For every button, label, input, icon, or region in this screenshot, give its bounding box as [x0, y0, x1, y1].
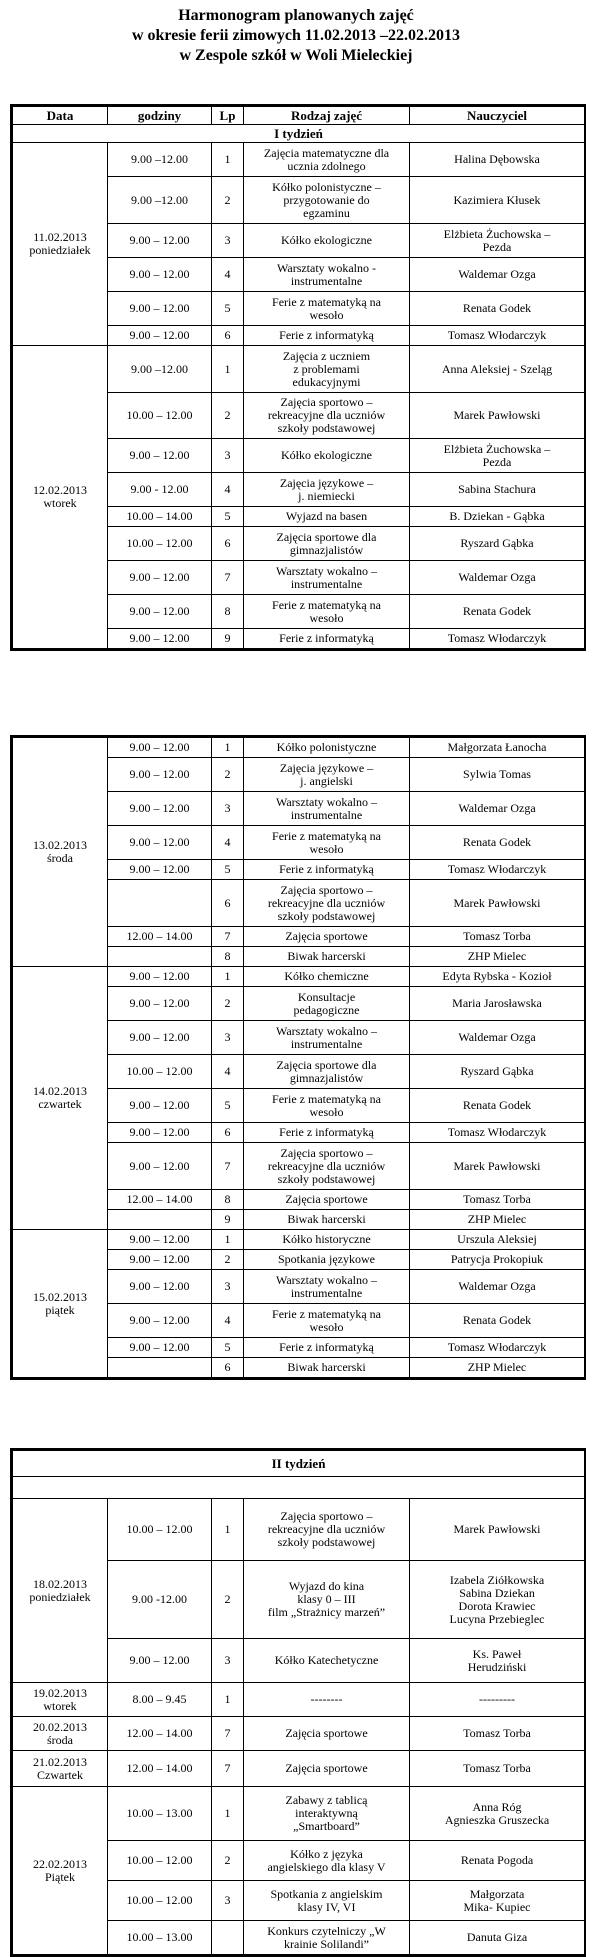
activity-cell: Warsztaty wokalno – instrumentalne [244, 561, 410, 595]
activity-cell: Ferie z informatyką [244, 1338, 410, 1358]
teacher-cell: Tomasz Torba [410, 1190, 585, 1210]
week2-label: II tydzień [13, 1451, 585, 1477]
lp-cell: 4 [212, 1055, 244, 1089]
lp-cell: 5 [212, 860, 244, 880]
hours-cell: 9.00 – 12.00 [108, 561, 212, 595]
header-lp: Lp [212, 107, 244, 125]
teacher-cell: Waldemar Ozga [410, 792, 585, 826]
table-row [13, 738, 585, 758]
lp-cell: 4 [212, 258, 244, 292]
header-teacher: Nauczyciel [410, 107, 585, 125]
activity-cell: Ferie z matematyką na wesoło [244, 1304, 410, 1338]
lp-cell: 4 [212, 1304, 244, 1338]
hours-cell: 10.00 – 12.00 [108, 1055, 212, 1089]
header-activity: Rodzaj zajęć [244, 107, 410, 125]
hours-cell: 9.00 – 12.00 [108, 1639, 212, 1683]
teacher-cell: Waldemar Ozga [410, 561, 585, 595]
lp-cell: 6 [212, 527, 244, 561]
activity-cell: Zajęcia sportowe [244, 1190, 410, 1210]
lp-cell: 2 [212, 393, 244, 439]
table-row [13, 967, 585, 987]
table-row [13, 143, 585, 177]
teacher-cell: Marek Pawłowski [410, 393, 585, 439]
table-row [13, 1717, 585, 1751]
document-title [0, 0, 592, 72]
activity-cell: Kółko chemiczne [244, 967, 410, 987]
activity-cell: Zajęcia sportowo – rekreacyjne dla uczniów szkoły podstawowej [244, 393, 410, 439]
activity-cell: Zajęcia sportowe dla gimnazjalistów [244, 527, 410, 561]
lp-cell: 4 [212, 473, 244, 507]
lp-cell: 5 [212, 1338, 244, 1358]
schedule-table [12, 106, 585, 649]
table-row [13, 346, 585, 393]
hours-cell: 9.00 – 12.00 [108, 1021, 212, 1055]
activity-cell: Warsztaty wokalno – instrumentalne [244, 1021, 410, 1055]
table-row [13, 1751, 585, 1787]
activity-cell: Kółko ekologiczne [244, 439, 410, 473]
date-cell: 11.02.2013 poniedziałek [13, 143, 108, 346]
teacher-cell: Renata Godek [410, 826, 585, 860]
activity-cell: Zabawy z tablicą interaktywną „Smartboard” [244, 1787, 410, 1841]
teacher-cell: Renata Godek [410, 1304, 585, 1338]
activity-cell: Zajęcia sportowe [244, 1717, 410, 1751]
activity-cell: Ferie z matematyką na wesoło [244, 595, 410, 629]
date-cell: 13.02.2013 środa [13, 738, 108, 967]
activity-cell: Kółko polonistyczne [244, 738, 410, 758]
activity-cell: Warsztaty wokalno – instrumentalne [244, 792, 410, 826]
teacher-cell: Renata Godek [410, 1089, 585, 1123]
activity-cell: Zajęcia sportowe [244, 927, 410, 947]
teacher-cell: Marek Pawłowski [410, 1143, 585, 1190]
teacher-cell: ZHP Mielec [410, 947, 585, 967]
lp-cell: 7 [212, 561, 244, 595]
teacher-cell: Renata Pogoda [410, 1841, 585, 1881]
activity-cell: Konkurs czytelniczy „W krainie Solilandi” [244, 1921, 410, 1955]
teacher-cell: ZHP Mielec [410, 1210, 585, 1230]
teacher-cell: Tomasz Torba [410, 1751, 585, 1787]
activity-cell: Spotkania z angielskim klasy IV, VI [244, 1881, 410, 1921]
week1-table-part2 [10, 735, 586, 1380]
lp-cell: 8 [212, 595, 244, 629]
hours-cell: 10.00 – 13.00 [108, 1787, 212, 1841]
activity-cell: Zajęcia językowe – j. niemiecki [244, 473, 410, 507]
lp-cell: 2 [212, 1250, 244, 1270]
activity-cell: Wyjazd do kina klasy 0 – III film „Strażnicy marzeń” [244, 1561, 410, 1639]
schedule-table [12, 1450, 585, 1955]
teacher-cell: Kazimiera Kłusek [410, 177, 585, 224]
hours-cell: 9.00 – 12.00 [108, 860, 212, 880]
activity-cell: Zajęcia sportowo – rekreacyjne dla uczniów szkoły podstawowej [244, 880, 410, 927]
activity-cell: Spotkania językowe [244, 1250, 410, 1270]
date-cell: 22.02.2013 Piątek [13, 1787, 108, 1955]
teacher-cell: Tomasz Włodarczyk [410, 629, 585, 649]
lp-cell: 9 [212, 629, 244, 649]
date-cell: 18.02.2013 poniedziałek [13, 1499, 108, 1683]
date-cell: 14.02.2013 czwartek [13, 967, 108, 1230]
teacher-cell: --------- [410, 1683, 585, 1717]
lp-cell: 9 [212, 1210, 244, 1230]
lp-cell: 2 [212, 987, 244, 1021]
activity-cell: Kółko polonistyczne – przygotowanie do egzaminu [244, 177, 410, 224]
lp-cell: 6 [212, 1358, 244, 1378]
lp-cell: 7 [212, 927, 244, 947]
activity-cell: Kółko z języka angielskiego dla klasy V [244, 1841, 410, 1881]
hours-cell: 9.00 – 12.00 [108, 1123, 212, 1143]
hours-cell: 9.00 – 12.00 [108, 967, 212, 987]
teacher-cell: Ryszard Gąbka [410, 527, 585, 561]
activity-cell: Ferie z matematyką na wesoło [244, 292, 410, 326]
hours-cell: 10.00 – 12.00 [108, 1499, 212, 1561]
lp-cell: 5 [212, 292, 244, 326]
lp-cell: 3 [212, 1881, 244, 1921]
activity-cell: Biwak harcerski [244, 947, 410, 967]
title-line-1: Harmonogram planowanych zajęć [178, 7, 414, 24]
activity-cell: Zajęcia matematyczne dla ucznia zdolnego [244, 143, 410, 177]
lp-cell: 5 [212, 507, 244, 527]
hours-cell [108, 947, 212, 967]
lp-cell: 1 [212, 1683, 244, 1717]
hours-cell: 10.00 – 14.00 [108, 507, 212, 527]
activity-cell: Zajęcia sportowo – rekreacyjne dla uczniów szkoły podstawowej [244, 1143, 410, 1190]
lp-cell: 2 [212, 758, 244, 792]
lp-cell: 7 [212, 1717, 244, 1751]
header-row [13, 107, 585, 125]
hours-cell: 12.00 – 14.00 [108, 927, 212, 947]
teacher-cell: Waldemar Ozga [410, 1021, 585, 1055]
hours-cell: 10.00 – 13.00 [108, 1921, 212, 1955]
activity-cell: Ferie z informatyką [244, 860, 410, 880]
activity-cell: Ferie z informatyką [244, 326, 410, 346]
lp-cell: 1 [212, 1787, 244, 1841]
activity-cell: Zajęcia językowe – j. angielski [244, 758, 410, 792]
hours-cell: 9.00 –12.00 [108, 143, 212, 177]
hours-cell: 9.00 – 12.00 [108, 292, 212, 326]
teacher-cell: Sabina Stachura [410, 473, 585, 507]
lp-cell: 6 [212, 326, 244, 346]
hours-cell: 10.00 – 12.00 [108, 1841, 212, 1881]
lp-cell: 1 [212, 143, 244, 177]
activity-cell: Ferie z matematyką na wesoło [244, 1089, 410, 1123]
teacher-cell: Edyta Rybska - Kozioł [410, 967, 585, 987]
activity-cell: Biwak harcerski [244, 1210, 410, 1230]
teacher-cell: Halina Dębowska [410, 143, 585, 177]
teacher-cell: Danuta Giza [410, 1921, 585, 1955]
hours-cell: 9.00 – 12.00 [108, 758, 212, 792]
hours-cell: 9.00 – 12.00 [108, 595, 212, 629]
activity-cell: Zajęcia sportowe dla gimnazjalistów [244, 1055, 410, 1089]
table-row [13, 1787, 585, 1841]
teacher-cell: B. Dziekan - Gąbka [410, 507, 585, 527]
activity-cell: Kółko historyczne [244, 1230, 410, 1250]
lp-cell: 1 [212, 1230, 244, 1250]
hours-cell: 9.00 –12.00 [108, 177, 212, 224]
hours-cell: 9.00 – 12.00 [108, 1338, 212, 1358]
teacher-cell: Ks. Paweł Herudziński [410, 1639, 585, 1683]
title-line-2: w okresie ferii zimowych 11.02.2013 –22.02.2013 [131, 27, 461, 44]
hours-cell: 12.00 – 14.00 [108, 1190, 212, 1210]
teacher-cell: Anna Aleksiej - Szeląg [410, 346, 585, 393]
teacher-cell: Małgorzata Łanocha [410, 738, 585, 758]
hours-cell: 10.00 – 12.00 [108, 393, 212, 439]
teacher-cell: Renata Godek [410, 595, 585, 629]
lp-cell: 8 [212, 1190, 244, 1210]
lp-cell: 2 [212, 1561, 244, 1639]
teacher-cell: Anna Róg Agnieszka Gruszecka [410, 1787, 585, 1841]
teacher-cell: Tomasz Torba [410, 1717, 585, 1751]
week1-table-part1 [10, 104, 586, 651]
activity-cell: Kółko ekologiczne [244, 224, 410, 258]
lp-cell [212, 1921, 244, 1955]
hours-cell: 10.00 – 12.00 [108, 1881, 212, 1921]
teacher-cell: Tomasz Torba [410, 927, 585, 947]
hours-cell: 9.00 – 12.00 [108, 1143, 212, 1190]
hours-cell: 8.00 – 9.45 [108, 1683, 212, 1717]
lp-cell: 7 [212, 1751, 244, 1787]
header-date: Data [13, 107, 108, 125]
activity-cell: Wyjazd na basen [244, 507, 410, 527]
hours-cell: 12.00 – 14.00 [108, 1751, 212, 1787]
lp-cell: 6 [212, 1123, 244, 1143]
week2-spacer [13, 1477, 585, 1499]
teacher-cell: Tomasz Włodarczyk [410, 1123, 585, 1143]
lp-cell: 5 [212, 1089, 244, 1123]
lp-cell: 1 [212, 738, 244, 758]
hours-cell: 9.00 – 12.00 [108, 826, 212, 860]
teacher-cell: Urszula Aleksiej [410, 1230, 585, 1250]
table-row [13, 1499, 585, 1561]
activity-cell: -------- [244, 1683, 410, 1717]
activity-cell: Biwak harcerski [244, 1358, 410, 1378]
lp-cell: 3 [212, 1270, 244, 1304]
lp-cell: 3 [212, 1021, 244, 1055]
lp-cell: 2 [212, 1841, 244, 1881]
teacher-cell: Maria Jarosławska [410, 987, 585, 1021]
hours-cell: 9.00 -12.00 [108, 1561, 212, 1639]
activity-cell: Zajęcia sportowo – rekreacyjne dla uczniów szkoły podstawowej [244, 1499, 410, 1561]
teacher-cell: ZHP Mielec [410, 1358, 585, 1378]
table-row [13, 1230, 585, 1250]
activity-cell: Ferie z informatyką [244, 1123, 410, 1143]
hours-cell: 9.00 – 12.00 [108, 629, 212, 649]
week2-table [10, 1448, 586, 1957]
hours-cell: 9.00 – 12.00 [108, 1230, 212, 1250]
activity-cell: Kółko Katechetyczne [244, 1639, 410, 1683]
teacher-cell: Ryszard Gąbka [410, 1055, 585, 1089]
lp-cell: 1 [212, 1499, 244, 1561]
hours-cell [108, 1210, 212, 1230]
teacher-cell: Waldemar Ozga [410, 1270, 585, 1304]
schedule-table [12, 737, 585, 1378]
hours-cell: 9.00 – 12.00 [108, 738, 212, 758]
hours-cell [108, 880, 212, 927]
date-cell: 20.02.2013 środa [13, 1717, 108, 1751]
week1-label: I tydzień [13, 125, 585, 143]
teacher-cell: Tomasz Włodarczyk [410, 1338, 585, 1358]
hours-cell: 9.00 – 12.00 [108, 1270, 212, 1304]
activity-cell: Zajęcia z uczniem z problemami edukacyjnymi [244, 346, 410, 393]
title-line-3: w Zespole szkół w Woli Mieleckiej [179, 47, 413, 64]
teacher-cell: Elżbieta Żuchowska – Pezda [410, 224, 585, 258]
hours-cell: 9.00 – 12.00 [108, 224, 212, 258]
header-hours: godziny [108, 107, 212, 125]
teacher-cell: Małgorzata Mika- Kupiec [410, 1881, 585, 1921]
table-row [13, 1683, 585, 1717]
lp-cell: 1 [212, 967, 244, 987]
hours-cell [108, 1358, 212, 1378]
activity-cell: Ferie z matematyką na wesoło [244, 826, 410, 860]
activity-cell: Ferie z informatyką [244, 629, 410, 649]
date-cell: 12.02.2013 wtorek [13, 346, 108, 649]
date-cell: 21.02.2013 Czwartek [13, 1751, 108, 1787]
lp-cell: 3 [212, 224, 244, 258]
lp-cell: 7 [212, 1143, 244, 1190]
hours-cell: 9.00 – 12.00 [108, 439, 212, 473]
teacher-cell: Patrycja Prokopiuk [410, 1250, 585, 1270]
lp-cell: 8 [212, 947, 244, 967]
hours-cell: 10.00 – 12.00 [108, 527, 212, 561]
lp-cell: 3 [212, 1639, 244, 1683]
activity-cell: Warsztaty wokalno - instrumentalne [244, 258, 410, 292]
hours-cell: 9.00 – 12.00 [108, 1250, 212, 1270]
teacher-cell: Marek Pawłowski [410, 880, 585, 927]
teacher-cell: Marek Pawłowski [410, 1499, 585, 1561]
activity-cell: Warsztaty wokalno – instrumentalne [244, 1270, 410, 1304]
teacher-cell: Tomasz Włodarczyk [410, 860, 585, 880]
activity-cell: Konsultacje pedagogiczne [244, 987, 410, 1021]
teacher-cell: Waldemar Ozga [410, 258, 585, 292]
teacher-cell: Sylwia Tomas [410, 758, 585, 792]
lp-cell: 6 [212, 880, 244, 927]
hours-cell: 12.00 – 14.00 [108, 1717, 212, 1751]
hours-cell: 9.00 – 12.00 [108, 1304, 212, 1338]
lp-cell: 2 [212, 177, 244, 224]
lp-cell: 4 [212, 826, 244, 860]
hours-cell: 9.00 – 12.00 [108, 792, 212, 826]
teacher-cell: Renata Godek [410, 292, 585, 326]
lp-cell: 1 [212, 346, 244, 393]
lp-cell: 3 [212, 439, 244, 473]
teacher-cell: Izabela Ziółkowska Sabina Dziekan Dorota Krawiec Lucyna Przebieglec [410, 1561, 585, 1639]
hours-cell: 9.00 – 12.00 [108, 1089, 212, 1123]
date-cell: 15.02.2013 piątek [13, 1230, 108, 1378]
hours-cell: 9.00 – 12.00 [108, 258, 212, 292]
activity-cell: Zajęcia sportowe [244, 1751, 410, 1787]
hours-cell: 9.00 - 12.00 [108, 473, 212, 507]
date-cell: 19.02.2013 wtorek [13, 1683, 108, 1717]
hours-cell: 9.00 –12.00 [108, 346, 212, 393]
lp-cell: 3 [212, 792, 244, 826]
teacher-cell: Tomasz Włodarczyk [410, 326, 585, 346]
hours-cell: 9.00 – 12.00 [108, 326, 212, 346]
hours-cell: 9.00 – 12.00 [108, 987, 212, 1021]
teacher-cell: Elżbieta Żuchowska – Pezda [410, 439, 585, 473]
